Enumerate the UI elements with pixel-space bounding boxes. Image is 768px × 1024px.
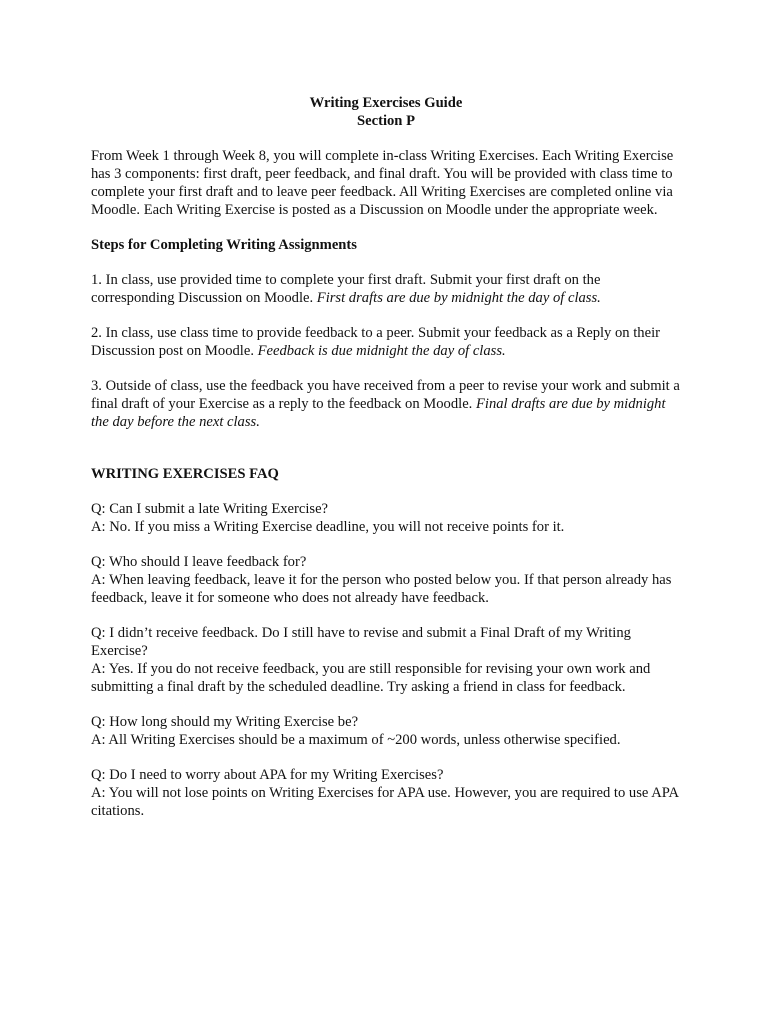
faq-item (91, 713, 681, 749)
faq-answer: A: All Writing Exercises should be a maximum of ~200 words, unless otherwise specified. (91, 732, 621, 748)
step-1-deadline: First drafts are due by midnight the day of class. (316, 290, 601, 306)
step-2 (91, 324, 681, 360)
faq-question: Q: Can I submit a late Writing Exercise? (91, 501, 329, 517)
step-3-deadline: Final drafts are due by midnight the day before the next class. (91, 396, 666, 430)
document-subtitle: Section P (357, 113, 415, 129)
faq-item (91, 766, 681, 820)
steps-heading: Steps for Completing Writing Assignments (91, 237, 357, 253)
faq-question: Q: How long should my Writing Exercise be? (91, 714, 359, 730)
faq-answer: A: No. If you miss a Writing Exercise deadline, you will not receive points for it. (91, 519, 565, 535)
intro-paragraph: From Week 1 through Week 8, you will complete in-class Writing Exercises. Each Writing Exercise has 3 components: first draft, peer feedback, and final draft. You will be provided with class time to complete your first draft and to leave peer feedback. All Writing Exercises are completed online via Moodle. Each Writing Exercise is posted as a Discussion on Moodle under the appropriate week. (91, 148, 674, 218)
step-1-text: 1. In class, use provided time to complete your first draft. Submit your first draft on the corresponding Discussion on Moodle. (91, 272, 601, 306)
step-3 (91, 377, 681, 431)
faq-heading: WRITING EXERCISES FAQ (91, 466, 279, 482)
step-2-deadline: Feedback is due midnight the day of class. (257, 343, 506, 359)
faq-item (91, 500, 681, 536)
faq-question: Q: Who should I leave feedback for? (91, 554, 307, 570)
faq-question: Q: Do I need to worry about APA for my Writing Exercises? (91, 767, 444, 783)
faq-answer: A: When leaving feedback, leave it for the person who posted below you. If that person already has feedback, leave it for someone who does not already have feedback. (91, 572, 672, 606)
step-1 (91, 271, 681, 307)
faq-item (91, 624, 681, 696)
step-3-text: 3. Outside of class, use the feedback you have received from a peer to revise your work and submit a final draft of your Exercise as a reply to the feedback on Moodle. (91, 378, 680, 412)
faq-answer: A: You will not lose points on Writing Exercises for APA use. However, you are required to use APA citations. (91, 785, 679, 819)
faq-answer: A: Yes. If you do not receive feedback, you are still responsible for revising your own work and submitting a final draft by the scheduled deadline. Try asking a friend in class for feedback. (91, 661, 651, 695)
document-page (91, 94, 681, 837)
faq-question: Q: I didn’t receive feedback. Do I still have to revise and submit a Final Draft of my Writing Exercise? (91, 625, 631, 659)
faq-item (91, 553, 681, 607)
step-2-text: 2. In class, use class time to provide feedback to a peer. Submit your feedback as a Reply on their Discussion post on Moodle. (91, 325, 660, 359)
title-block (91, 94, 681, 130)
document-title: Writing Exercises Guide (309, 95, 463, 111)
